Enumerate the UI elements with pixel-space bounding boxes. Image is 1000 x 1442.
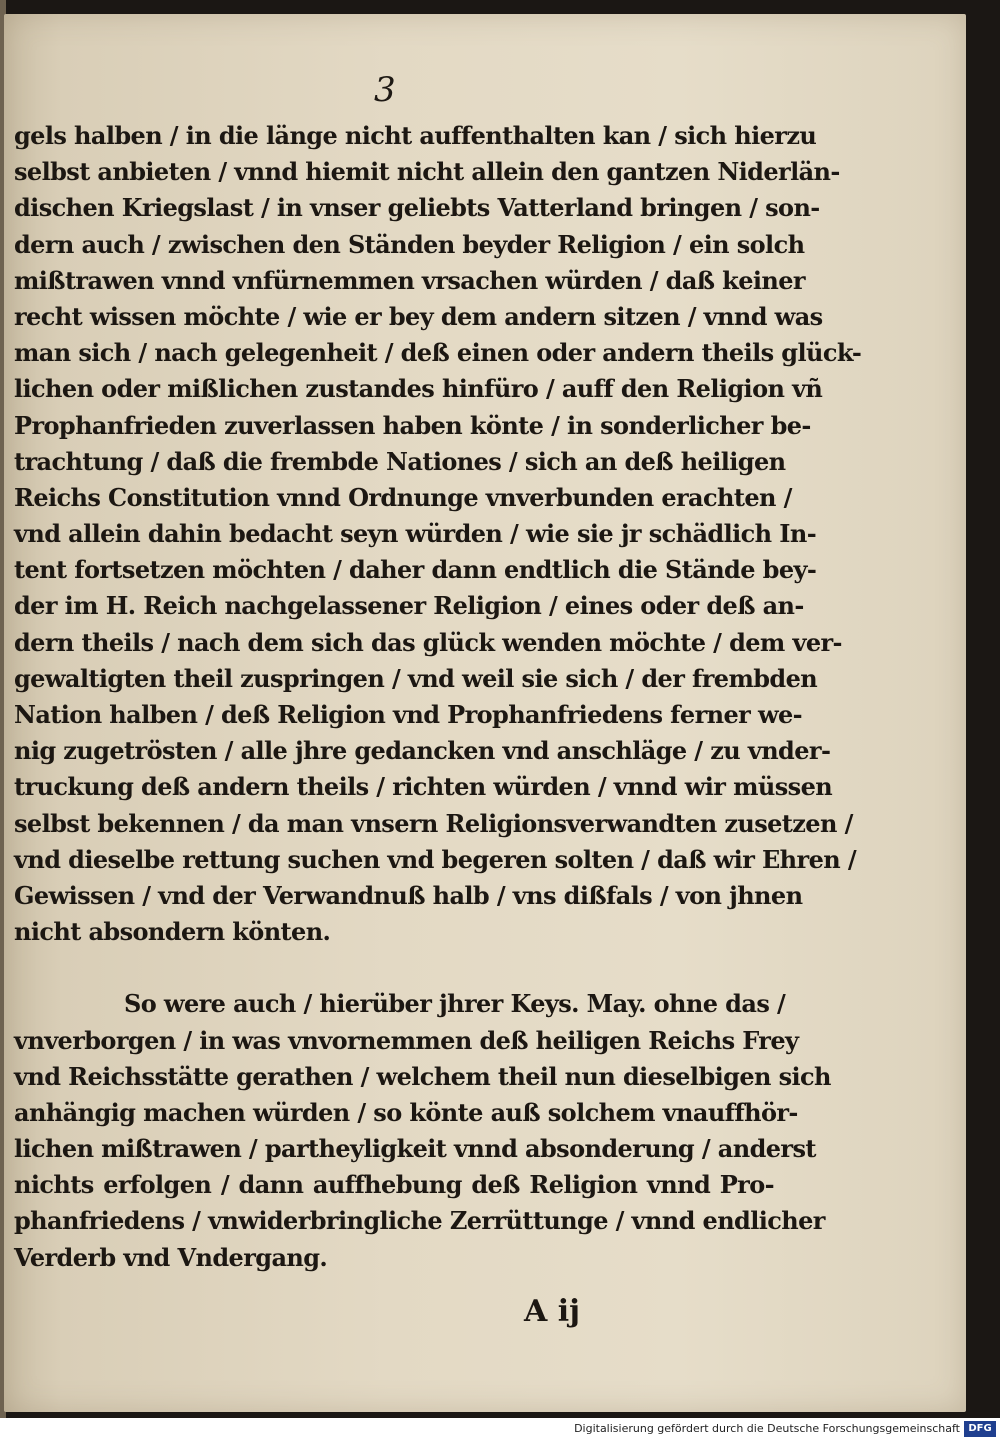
paragraph-gap [14,950,774,986]
text-line: tent fortsetzen möchten / daher dann endtlich die Stände bey- [14,555,817,585]
text-line: Prophanfrieden zuverlassen haben könte / in sonderlicher be- [14,410,811,440]
page-number: 3 [374,70,396,110]
text-line: So were auch / hierüber jhrer Keys. May. ohne das / [124,989,786,1019]
text-line: nig zugetrösten / alle jhre gedancken vnd anschläge / zu vnder- [14,736,831,766]
text-line: dern auch / zwischen den Ständen beyder Religion / ein solch [14,229,805,259]
text-line: nichts erfolgen / dann auffhebung deß Religion vnnd Pro- [14,1170,774,1200]
text-line: dischen Kriegslast / in vnser geliebts Vatterland bringen / son- [14,193,820,223]
text-line: dern theils / nach dem sich das glück wenden möchte / dem ver- [14,627,842,657]
text-line: der im H. Reich nachgelassener Religion / eines oder deß an- [14,591,804,621]
dfg-logo: DFG [964,1421,996,1437]
signature-mark: A ij [524,1294,580,1329]
text-line: mißtrawen vnnd vnfürnemmen vrsachen würden / daß keiner [14,265,805,295]
document-page [4,14,966,1412]
text-line: man sich / nach gelegenheit / deß einen oder andern theils glück- [14,338,862,368]
text-line: vnverborgen / in was vnvornemmen deß heiligen Reichs Frey [14,1025,799,1055]
paragraph [14,118,862,950]
text-line: lichen mißtrawen / partheyligkeit vnnd absonderung / anderst [14,1134,816,1164]
text-line: phanfriedens / vnwiderbringliche Zerrüttunge / vnnd endlicher [14,1206,825,1236]
text-line: selbst bekennen / da man vnsern Religionsverwandten zusetzen / [14,808,853,838]
text-line: gels halben / in die länge nicht auffenthalten kan / sich hierzu [14,121,817,150]
text-line: vnd allein dahin bedacht seyn würden / wie sie jr schädlich In- [14,519,817,549]
text-line: Gewissen / vnd der Verwandnuß halb / vns dißfals / von jhnen [14,880,803,910]
text-line: truckung deß andern theils / richten würden / vnnd wir müssen [14,772,833,802]
text-line: Verderb vnd Vndergang. [14,1242,328,1272]
text-line: gewaltigten theil zuspringen / vnd weil sie sich / der frembden [14,663,818,693]
text-line: vnd dieselbe rettung suchen vnd begeren solten / daß wir Ehren / [14,844,857,874]
text-line: recht wissen möchte / wie er bey dem andern sitzen / vnnd was [14,301,823,331]
text-line: lichen oder mißlichen zustandes hinfüro / auff den Religion vñ [14,374,823,404]
text-line: selbst anbieten / vnnd hiemit nicht allein den gantzen Niderlän- [14,157,840,187]
text-line: anhängig machen würden / so könte auß solchem vnauffhör- [14,1097,798,1127]
text-line: trachtung / daß die frembde Nationes / sich an deß heiligen [14,446,786,476]
text-line: nicht absondern könten. [14,917,331,947]
text-line: Nation halben / deß Religion vnd Prophanfriedens ferner we- [14,700,803,729]
text-line: Reichs Constitution vnnd Ordnunge vnverbunden erachten / [14,482,792,512]
text-body [14,118,862,1276]
footer-bar [0,1418,1000,1442]
funding-credit: Digitalisierung gefördert durch die Deutsche Forschungsgemeinschaft [574,1422,960,1435]
text-line: vnd Reichsstätte gerathen / welchem theil nun dieselbigen sich [14,1061,831,1091]
paragraph [14,986,831,1276]
